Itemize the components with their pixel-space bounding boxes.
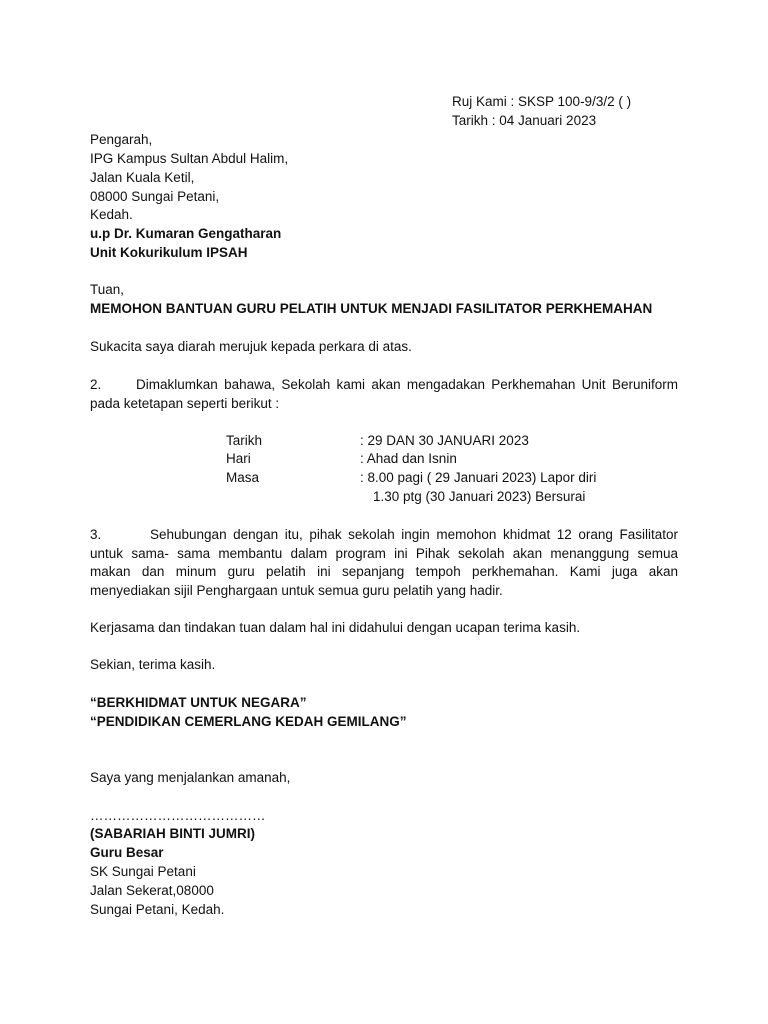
recipient-line-3: Jalan Kuala Ketil,	[90, 170, 195, 185]
para2-line-1: Dimaklumkan bahawa, Sekolah kami akan mengadakan Perkhemahan Unit Beruniform	[136, 377, 678, 392]
para3-line-3-wrap	[90, 562, 678, 581]
detail-masa-label: Masa	[226, 470, 260, 485]
detail-tarikh-label: Tarikh	[226, 433, 263, 448]
para3-line-4: menyediakan sijil Penghargaan untuk semua guru pelatih yang hadir.	[90, 583, 503, 598]
intro-paragraph: Sukacita saya diarah merujuk kepada perkara di atas.	[90, 339, 412, 354]
para2-number: 2.	[90, 377, 102, 392]
letter-date: Tarikh : 04 Januari 2023	[452, 113, 597, 128]
signer-address-1: Jalan Sekerat,08000	[90, 883, 214, 898]
signer-title: Guru Besar	[90, 845, 164, 860]
recipient-line-2: IPG Kampus Sultan Abdul Halim,	[90, 151, 289, 166]
para3-line-3: makan dan minum guru pelatih ini sepanjang tempoh perkhemahan. Kami juga akan	[90, 564, 678, 579]
detail-hari-label: Hari	[226, 451, 251, 466]
reference-number: Ruj Kami : SKSP 100-9/3/2 ( )	[452, 94, 632, 109]
signer-school: SK Sungai Petani	[90, 864, 196, 879]
recipient-line-4: 08000 Sungai Petani,	[90, 189, 220, 204]
para2-line-2: pada ketetapan seperti berikut :	[90, 396, 280, 411]
detail-tarikh-value: : 29 DAN 30 JANUARI 2023	[360, 433, 529, 448]
signer-name: (SABARIAH BINTI JUMRI)	[90, 826, 255, 841]
para3-line-1: Sehubungan dengan itu, pihak sekolah ingin memohon khidmat 12 orang Fasilitator	[150, 527, 678, 542]
para3-line-1-wrap	[150, 525, 678, 544]
detail-hari-value: : Ahad dan Isnin	[360, 451, 457, 466]
closing-line: Sekian, terima kasih.	[90, 657, 216, 672]
signature-dots: …………………………………	[90, 808, 266, 823]
motto-2: “PENDIDIKAN CEMERLANG KEDAH GEMILANG”	[90, 714, 407, 729]
signer-address-2: Sungai Petani, Kedah.	[90, 902, 225, 917]
detail-masa-value-2: 1.30 ptg (30 Januari 2023) Bersurai	[373, 489, 586, 504]
para3-line-2-wrap	[90, 544, 678, 563]
para2-line-1-wrap	[136, 375, 678, 394]
recipient-line-1: Pengarah,	[90, 132, 153, 147]
detail-masa-value-1: : 8.00 pagi ( 29 Januari 2023) Lapor diri	[360, 470, 597, 485]
subject-heading: MEMOHON BANTUAN GURU PELATIH UNTUK MENJADI FASILITATOR PERKHEMAHAN	[90, 301, 653, 316]
para3-number: 3.	[90, 527, 102, 542]
recipient-attention: u.p Dr. Kumaran Gengatharan	[90, 226, 282, 241]
para3-line-2: untuk sama- sama membantu dalam program ini Pihak sekolah akan menanggung semua	[90, 546, 678, 561]
recipient-line-5: Kedah.	[90, 207, 133, 222]
salutation: Tuan,	[90, 282, 125, 297]
amanah-line: Saya yang menjalankan amanah,	[90, 770, 291, 785]
thanks-paragraph: Kerjasama dan tindakan tuan dalam hal ini didahului dengan ucapan terima kasih.	[90, 620, 581, 635]
motto-1: “BERKHIDMAT UNTUK NEGARA”	[90, 695, 307, 710]
recipient-unit: Unit Kokurikulum IPSAH	[90, 245, 248, 260]
